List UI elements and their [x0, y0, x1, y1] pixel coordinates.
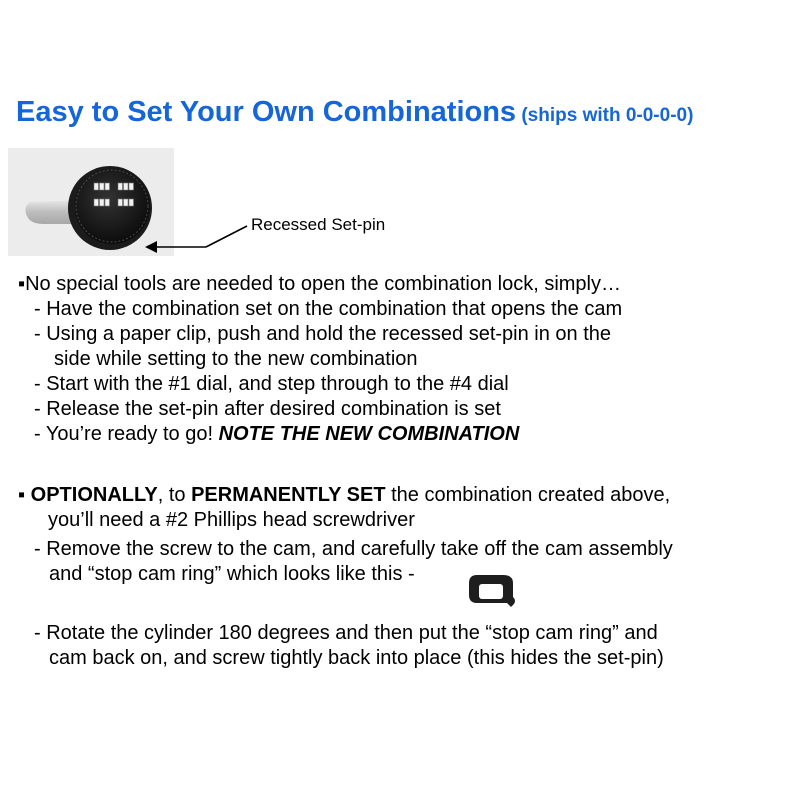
intro-line: ▪No special tools are needed to open the combination lock, simply…: [18, 273, 621, 295]
step-2-continued: side while setting to the new combination: [54, 348, 418, 370]
step-3: - Start with the #1 dial, and step through to the #4 dial: [34, 373, 509, 395]
rotate-step: - Rotate the cylinder 180 degrees and then put the “stop cam ring” and: [34, 622, 658, 644]
title-subtitle: (ships with 0-0-0-0): [516, 105, 694, 126]
remove-step: - Remove the screw to the cam, and carefully take off the cam assembly: [34, 538, 673, 560]
optional-line: ▪ OPTIONALLY, to PERMANENTLY SET the combination created above,: [18, 484, 671, 506]
rotate-step-continued: cam back on, and screw tightly back into place (this hides the set-pin): [49, 647, 664, 669]
step-1: - Have the combination set on the combination that opens the cam: [34, 298, 623, 320]
step-4: - Release the set-pin after desired combination is set: [34, 398, 501, 420]
title-main: Easy to Set Your Own Combinations: [16, 96, 517, 128]
optional-line-2: you’ll need a #2 Phillips head screwdriver: [48, 509, 415, 531]
step-2: - Using a paper clip, push and hold the recessed set-pin in on the: [34, 323, 612, 345]
stop-cam-ring-icon: [467, 573, 517, 609]
step-5: - You’re ready to go! NOTE THE NEW COMBINATION: [34, 423, 520, 445]
note-emphasis: NOTE THE NEW COMBINATION: [218, 423, 520, 445]
set-pin-callout: Recessed Set-pin: [251, 215, 386, 234]
remove-step-continued: and “stop cam ring” which looks like this -: [49, 563, 415, 585]
